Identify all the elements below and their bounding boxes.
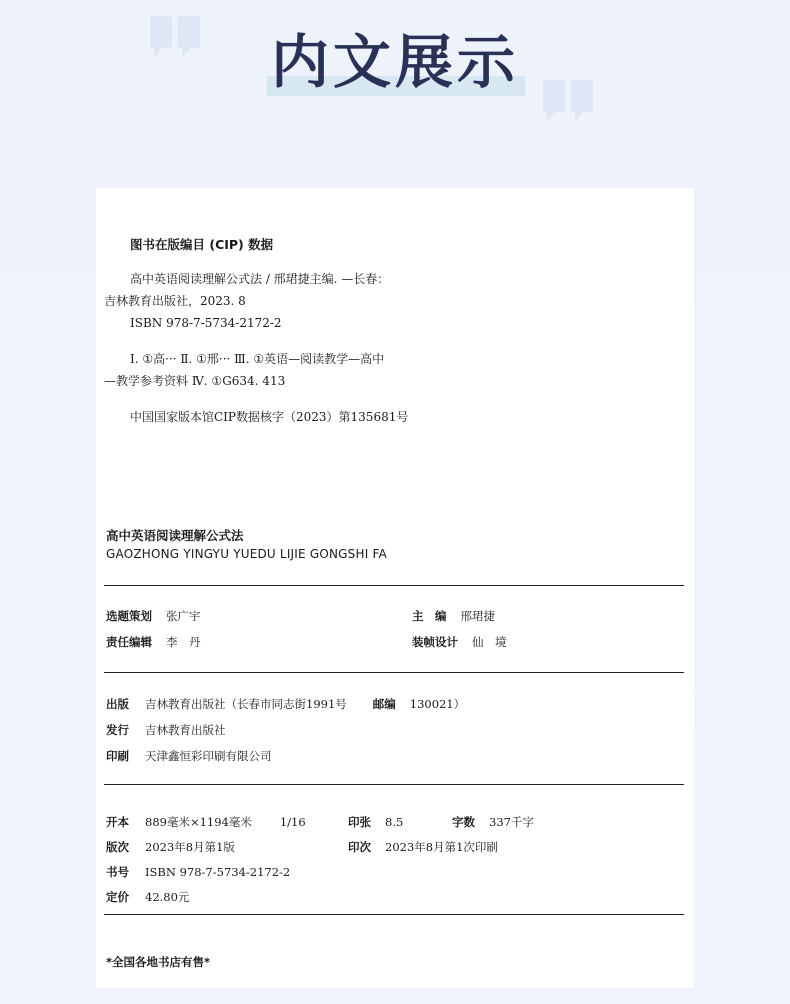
price-label: 定价 bbox=[106, 890, 129, 904]
cip-line: ISBN 978-7-5734-2172-2 bbox=[130, 316, 282, 330]
book-title: 高中英语阅读理解公式法 bbox=[106, 528, 244, 543]
design-row bbox=[412, 634, 507, 650]
price-row bbox=[106, 889, 189, 905]
cip-heading: 图书在版编目 (CIP) 数据 bbox=[130, 237, 274, 252]
format-row bbox=[106, 814, 306, 830]
editor-in-chief-value: 邢珺捷 bbox=[460, 609, 495, 623]
edition-row bbox=[106, 839, 235, 855]
design-label: 装帧设计 bbox=[412, 635, 458, 649]
cip-line: —教学参考资料 Ⅳ. ①G634. 413 bbox=[104, 374, 286, 388]
format-value: 889毫米×1194毫米 bbox=[145, 815, 252, 829]
responsible-editor-label: 责任编辑 bbox=[106, 635, 152, 649]
publisher-row bbox=[106, 696, 465, 712]
isbn-value: ISBN 978-7-5734-2172-2 bbox=[145, 865, 291, 879]
publisher-value: 吉林教育出版社（长春市同志街1991号 bbox=[145, 697, 347, 711]
isbn-label: 书号 bbox=[106, 865, 129, 879]
copyright-page bbox=[96, 188, 694, 988]
responsible-editor-value: 李 丹 bbox=[166, 635, 201, 649]
footer-note: *全国各地书店有售* bbox=[106, 955, 211, 969]
publisher-label: 出版 bbox=[106, 697, 129, 711]
design-value: 仙 境 bbox=[472, 635, 507, 649]
printing-label: 印次 bbox=[348, 840, 371, 854]
cip-line: 吉林教育出版社，2023. 8 bbox=[104, 294, 246, 308]
sheets-label: 印张 bbox=[348, 815, 371, 829]
words-value: 337千字 bbox=[489, 815, 534, 829]
postcode-value: 130021） bbox=[409, 697, 466, 711]
printing-row bbox=[348, 839, 498, 855]
editor-in-chief-label: 主 编 bbox=[412, 609, 447, 623]
responsible-editor-row bbox=[106, 634, 201, 650]
planner-label: 选题策划 bbox=[106, 609, 152, 623]
editor-in-chief-row bbox=[412, 608, 495, 624]
divider bbox=[104, 914, 684, 915]
distributor-label: 发行 bbox=[106, 723, 129, 737]
isbn-row bbox=[106, 864, 290, 880]
sheets-value: 8.5 bbox=[385, 815, 404, 829]
edition-label: 版次 bbox=[106, 840, 129, 854]
distributor-value: 吉林教育出版社 bbox=[145, 723, 226, 737]
printing-value: 2023年8月第1次印刷 bbox=[385, 840, 498, 854]
book-title-pinyin: GAOZHONG YINGYU YUEDU LIJIE GONGSHI FA bbox=[106, 547, 387, 561]
cip-line: 中国国家版本馆CIP数据核字（2023）第135681号 bbox=[130, 410, 409, 424]
edition-value: 2023年8月第1版 bbox=[145, 840, 235, 854]
format-label: 开本 bbox=[106, 815, 129, 829]
divider bbox=[104, 784, 684, 785]
fold-value: 1/16 bbox=[279, 815, 306, 829]
divider bbox=[104, 672, 684, 673]
price-value: 42.80元 bbox=[145, 890, 190, 904]
words-row bbox=[452, 814, 534, 830]
sheets-row bbox=[348, 814, 403, 830]
postcode-label: 邮编 bbox=[372, 697, 396, 711]
distributor-row bbox=[106, 722, 226, 738]
planner-value: 张广宇 bbox=[166, 609, 201, 623]
divider bbox=[104, 585, 684, 586]
printer-row bbox=[106, 748, 272, 764]
planner-row bbox=[106, 608, 201, 624]
cip-line: Ⅰ. ①高··· Ⅱ. ①邢··· Ⅲ. ①英语—阅读教学—高中 bbox=[130, 352, 385, 366]
page-title: 内文展示 bbox=[271, 22, 519, 102]
words-label: 字数 bbox=[452, 815, 475, 829]
cip-line: 高中英语阅读理解公式法 / 邢珺捷主编. —长春： bbox=[130, 272, 390, 286]
cip-block bbox=[104, 234, 409, 428]
page-header bbox=[0, 22, 790, 102]
printer-label: 印刷 bbox=[106, 749, 129, 763]
printer-value: 天津鑫恒彩印刷有限公司 bbox=[145, 749, 272, 763]
